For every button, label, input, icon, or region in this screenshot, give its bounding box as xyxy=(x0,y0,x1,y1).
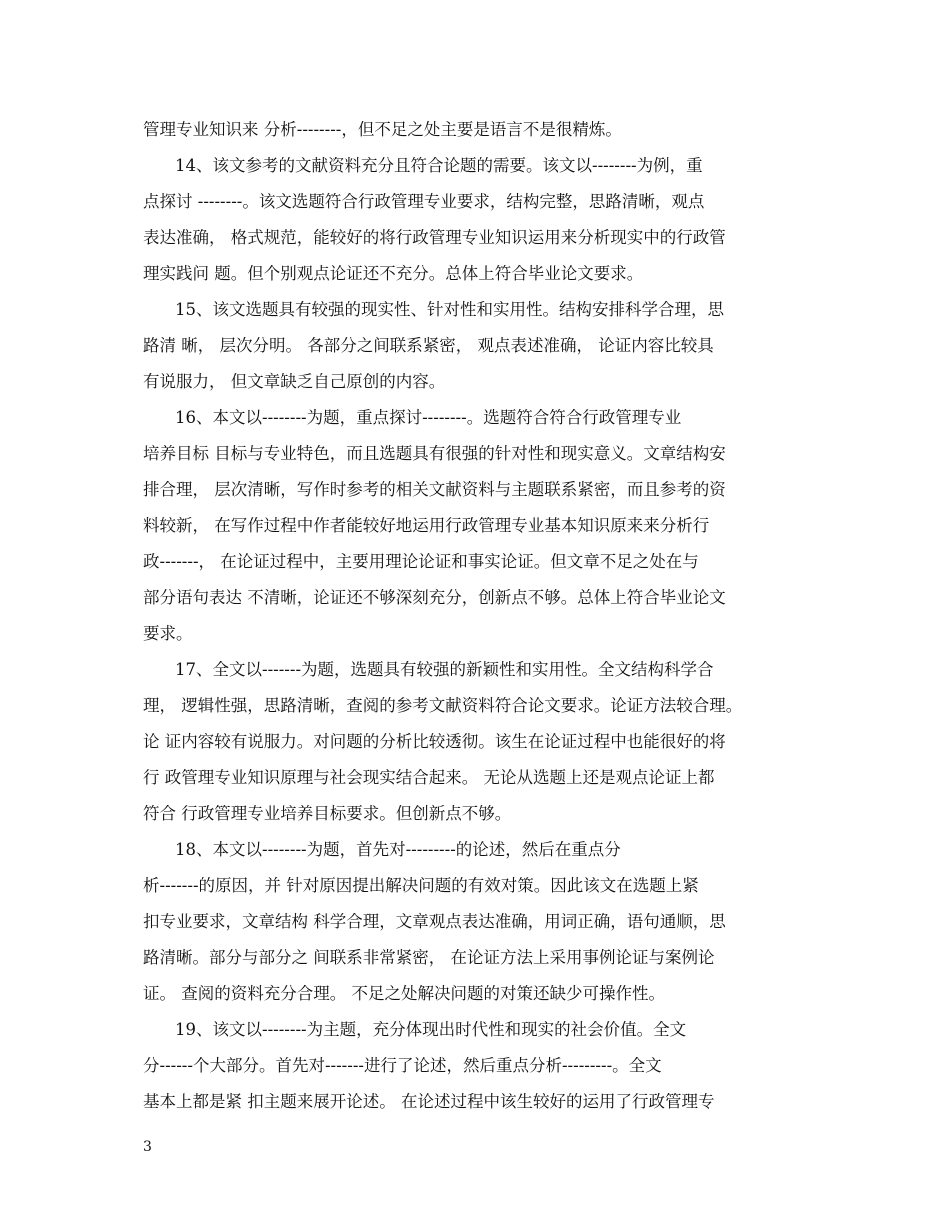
text-line: 16、本文以--------为题，重点探讨--------。选题符合符合行政管理专业 xyxy=(175,408,682,427)
page-number: 3 xyxy=(143,1139,152,1155)
text-line: 19、该文以--------为主题，充分体现出时代性和现实的社会价值。全文 xyxy=(175,1020,687,1039)
text-line: 理实践问 题。但个别观点论证还不充分。总体上符合毕业论文要求。 xyxy=(143,264,644,283)
text-line: 点探讨 --------。该文选题符合行政管理专业要求，结构完整，思路清晰，观点 xyxy=(143,192,705,211)
text-line: 部分语句表达 不清晰，论证还不够深刻充分，创新点不够。总体上符合毕业论文 xyxy=(143,588,726,607)
text-line: 料较新， 在写作过程中作者能较好地运用行政管理专业基本知识原来来分析行 xyxy=(143,516,710,535)
text-line: 符合 行政管理专业培养目标要求。但创新点不够。 xyxy=(143,804,512,823)
text-line: 分------个大部分。首先对-------进行了论述，然后重点分析---------。全文 xyxy=(143,1056,662,1075)
text-line: 基本上都是紧 扣主题来展开论述。 在论述过程中该生较好的运用了行政管理专 xyxy=(143,1092,715,1111)
text-line: 扣专业要求，文章结构 科学合理，文章观点表达准确，用词正确，语句通顺，思 xyxy=(143,912,726,931)
text-line: 排合理， 层次清晰，写作时参考的相关文献资料与主题联系紧密，而且参考的资 xyxy=(143,480,726,499)
text-line: 理， 逻辑性强，思路清晰，查阅的参考文献资料符合论文要求。论证方法较合理。 xyxy=(143,696,743,715)
text-line: 有说服力， 但文章缺乏自己原创的内容。 xyxy=(143,372,446,391)
text-line: 培养目标 目标与专业特色，而且选题具有很强的针对性和现实意义。文章结构安 xyxy=(143,444,726,463)
text-line: 17、全文以-------为题，选题具有较强的新颖性和实用性。全文结构科学合 xyxy=(175,660,714,679)
text-line: 14、该文参考的文献资料充分且符合论题的需要。该文以--------为例，重 xyxy=(175,156,703,175)
text-line: 析-------的原因，并 针对原因提出解决问题的有效对策。因此该文在选题上紧 xyxy=(143,876,699,895)
text-line: 论 证内容较有说服力。对问题的分析比较透彻。该生在论证过程中也能很好的将 xyxy=(143,732,726,751)
text-line: 证。 查阅的资料充分合理。 不足之处解决问题的对策还缺少可操作性。 xyxy=(143,984,665,1003)
text-line: 政-------， 在论证过程中，主要用理论论证和事实论证。但文章不足之处在与 xyxy=(143,552,699,571)
text-line: 管理专业知识来 分析--------，但不足之处主要是语言不是很精炼。 xyxy=(143,120,622,139)
text-line: 路清晰。部分与部分之 间联系非常紧密， 在论证方法上采用事例论证与案例论 xyxy=(143,948,715,967)
text-line: 15、该文选题具有较强的现实性、针对性和实用性。结构安排科学合理，思 xyxy=(175,300,724,319)
text-line: 路清 晰， 层次分明。 各部分之间联系紧密， 观点表述准确， 论证内容比较具 xyxy=(143,336,714,355)
text-line: 行 政管理专业知识原理与社会现实结合起来。 无论从选题上还是观点论证上都 xyxy=(143,768,715,787)
text-line: 表达准确， 格式规范，能较好的将行政管理专业知识运用来分析现实中的行政管 xyxy=(143,228,726,247)
text-line: 要求。 xyxy=(143,624,193,643)
text-line: 18、本文以--------为题，首先对---------的论述，然后在重点分 xyxy=(175,840,621,859)
